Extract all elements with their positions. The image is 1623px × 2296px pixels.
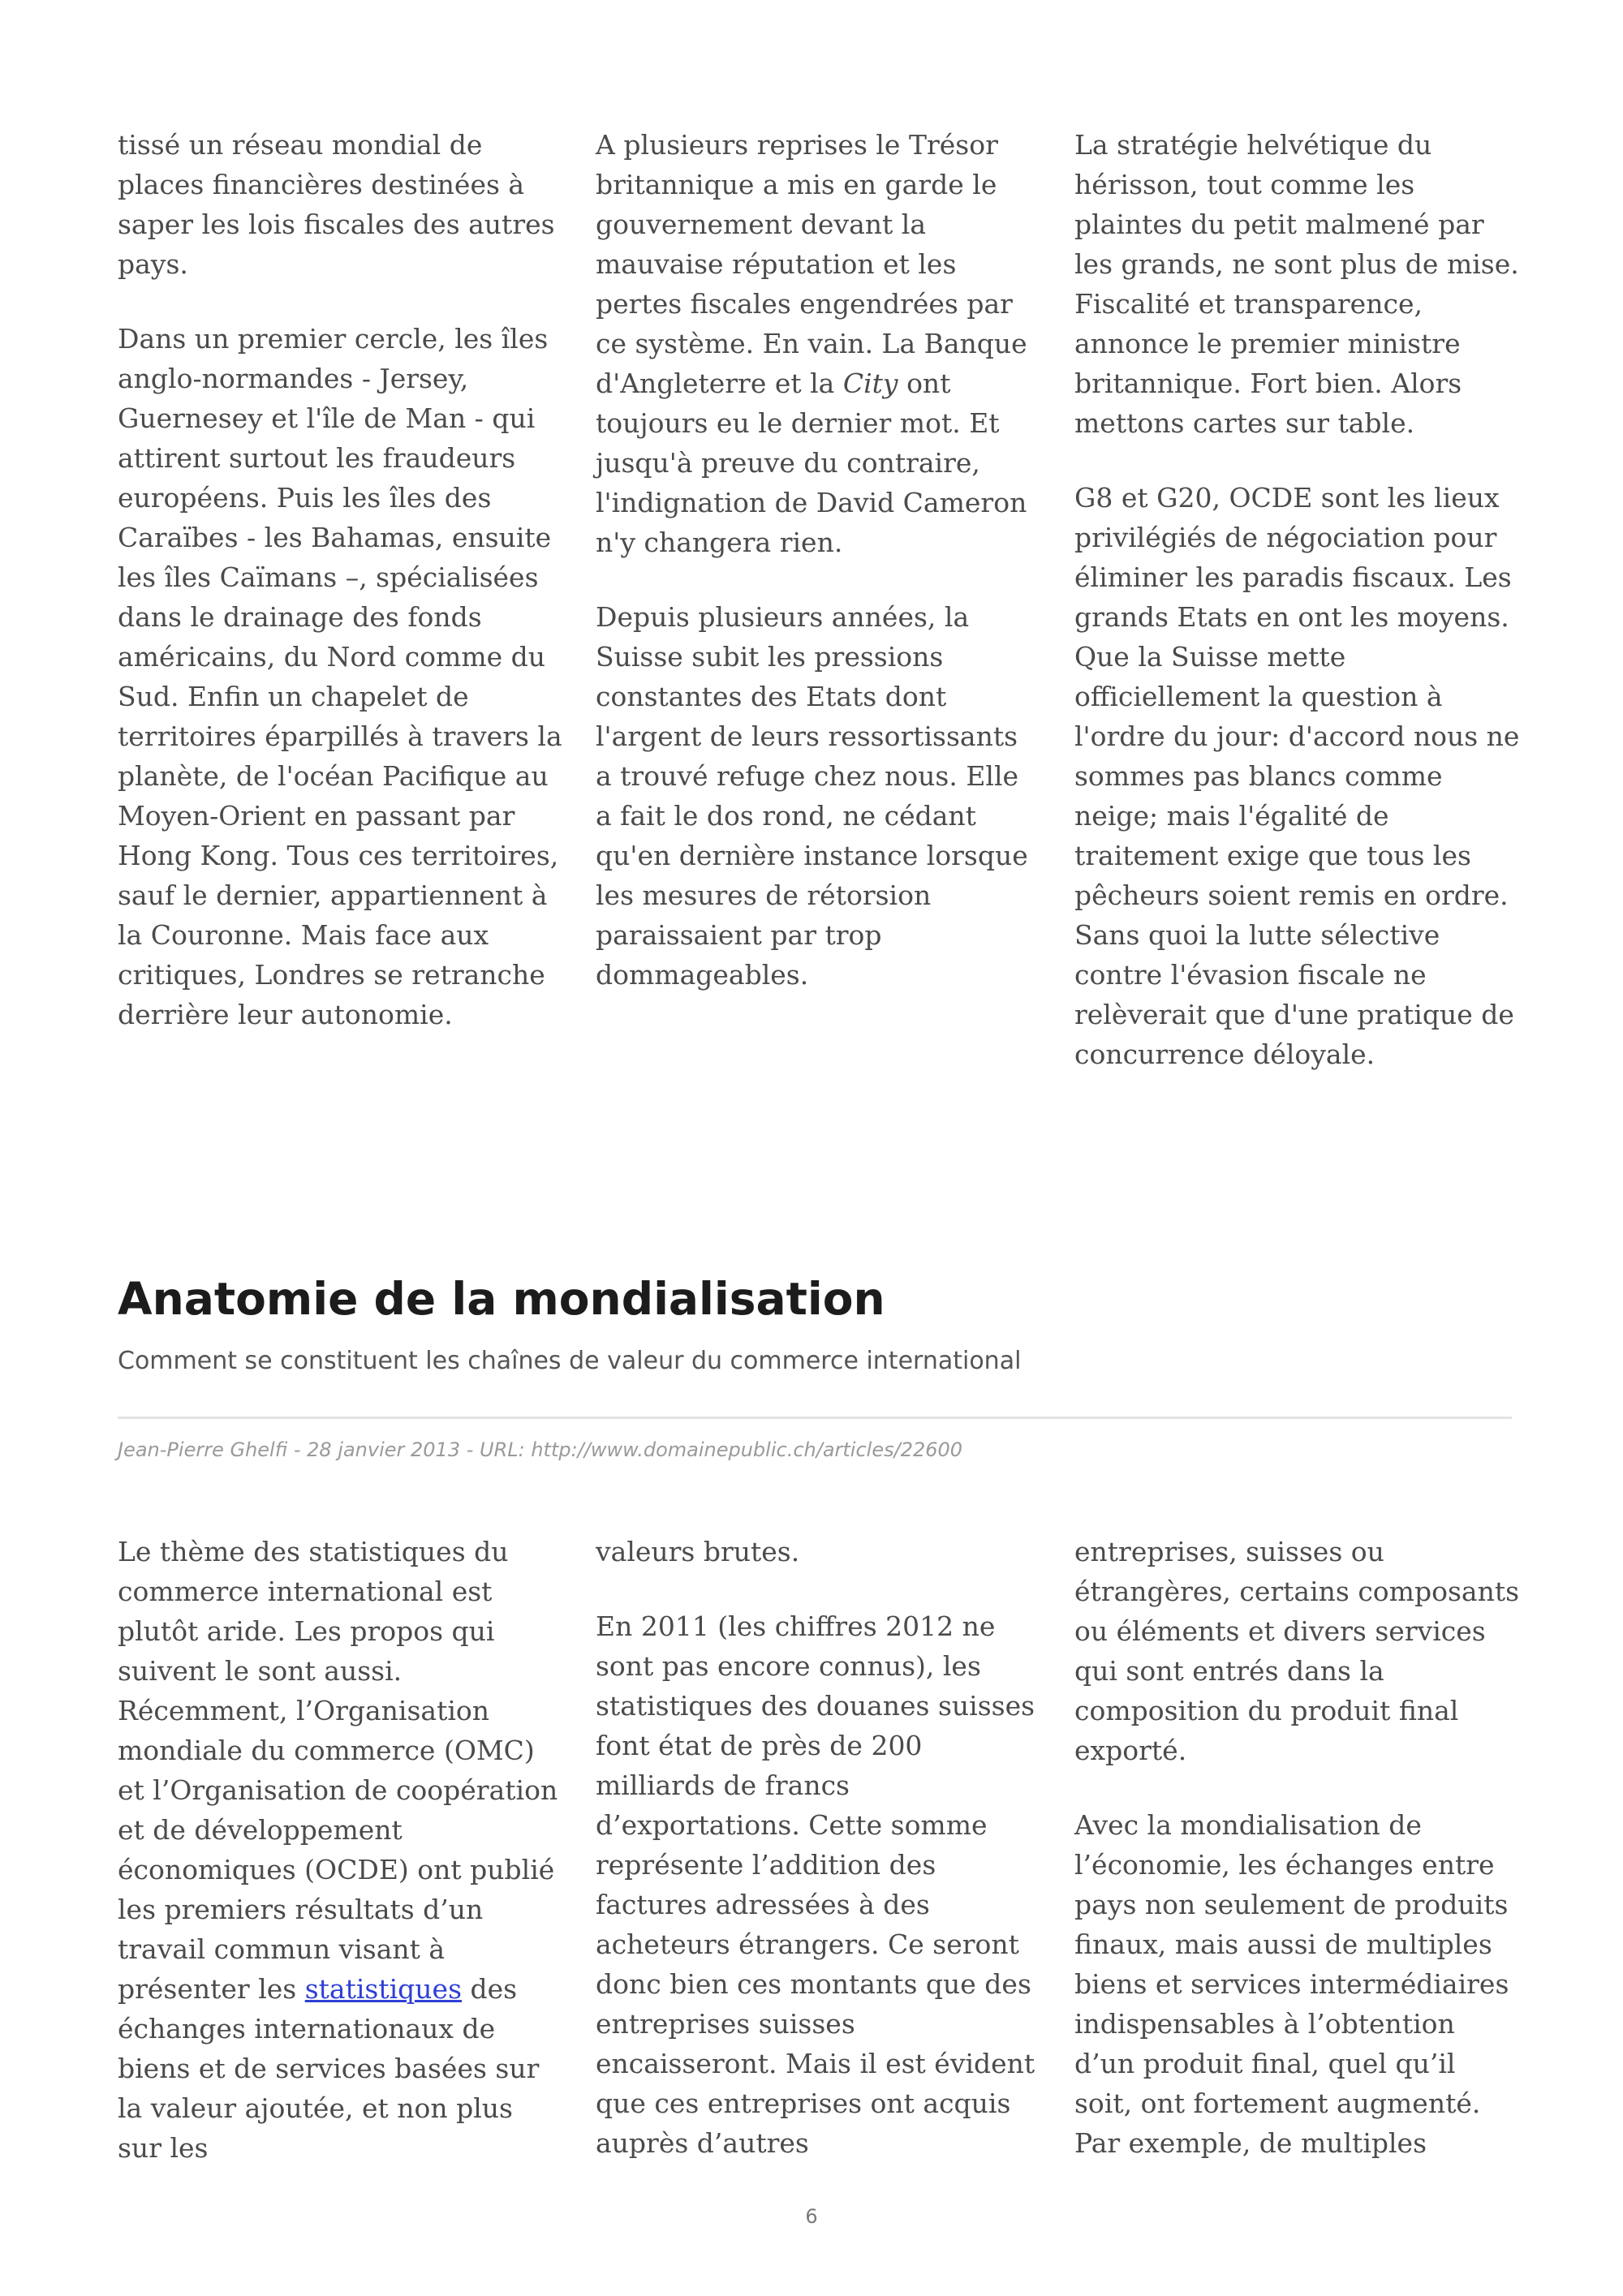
- text-run: Le thème des statistiques du commerce international est plutôt aride. Les propos qui suivent le sont aussi. Récemment, l’Organisation mondiale du commerce (OMC) et l’Organisation de coopération et de développement économiques (OCDE) ont publié les premiers résultats d’un travail commun visant à présenter les: [118, 1536, 558, 2005]
- paragraph: Dans un premier cercle, les îles anglo-normandes - Jersey, Guernesey et l'île de Man - qui attirent surtout les fraudeurs européens. Puis les îles des Caraïbes - les Bahamas, ensuite les îles Caïmans –, spécialisées dans le drainage des fonds américains, du Nord comme du Sud. Enfin un chapelet de territoires éparpillés à travers la planète, de l'océan Pacifique au Moyen-Orient en passant par Hong Kong. Tous ces territoires, sauf le dernier, appartiennent à la Couronne. Mais face aux critiques, Londres se retranche derrière leur autonomie.: [118, 323, 562, 1030]
- paragraph: entreprises, suisses ou étrangères, certains composants ou éléments et divers services qui sont entrés dans la composition du produit final exporté.: [1074, 1536, 1520, 1766]
- paragraph: En 2011 (les chiffres 2012 ne sont pas encore connus), les statistiques des douanes suisses font état de près de 200 milliards de francs d’exportations. Cette somme représente l’addition des factures adressées à des acheteurs étrangers. Ce seront donc bien ces montants que des entreprises suisses encaisseront. Mais il est évident que ces entreprises ont acquis auprès d’autres: [596, 1610, 1035, 2159]
- article2-column-2: [596, 1532, 1042, 2163]
- statistiques-link[interactable]: statistiques: [304, 1973, 462, 2005]
- article1-column-1: [118, 125, 564, 1034]
- article-title: Anatomie de la mondialisation: [118, 1273, 885, 1325]
- text-run: des échanges internationaux de biens et de services basées sur la valeur ajoutée, et non plus sur les: [118, 1973, 540, 2164]
- paragraph: La stratégie helvétique du hérisson, tout comme les plaintes du petit malmené par les grands, ne sont plus de mise. Fiscalité et transparence, annonce le premier ministre britannique. Fort bien. Alors mettons cartes sur table.: [1074, 129, 1519, 439]
- article-subtitle: Comment se constituent les chaînes de valeur du commerce international: [118, 1347, 1022, 1375]
- page-number: 6: [805, 2205, 818, 2228]
- paragraph: tissé un réseau mondial de places financières destinées à saper les lois fiscales des autres pays.: [118, 129, 555, 280]
- article2-column-1: [118, 1532, 564, 2168]
- article1-column-3: [1074, 125, 1521, 1074]
- article-byline: Jean-Pierre Ghelfi - 28 janvier 2013 - URL: http://www.domainepublic.ch/articles/22600: [118, 1438, 963, 1461]
- text-run: A plusieurs reprises le Trésor britannique a mis en garde le gouvernement devant la mauvaise réputation et les pertes fiscales engendrées par ce système. En vain. La Banque d'Angleterre et la: [596, 129, 1027, 399]
- paragraph: valeurs brutes.: [596, 1536, 800, 1567]
- italic-term: City: [842, 368, 898, 399]
- article1-column-2: [596, 125, 1042, 995]
- article2-column-3: [1074, 1532, 1521, 2163]
- text-run: ont toujours eu le dernier mot. Et jusqu'à preuve du contraire, l'indignation de David Cameron n'y changera rien.: [596, 368, 1027, 558]
- paragraph: [596, 125, 1042, 562]
- header-divider: [118, 1417, 1512, 1419]
- paragraph: Depuis plusieurs années, la Suisse subit les pressions constantes des Etats dont l'argent de leurs ressortissants a trouvé refuge chez nous. Elle a fait le dos rond, ne cédant qu'en dernière instance lorsque les mesures de rétorsion paraissaient par trop dommageables.: [596, 601, 1028, 991]
- paragraph: G8 et G20, OCDE sont les lieux privilégiés de négociation pour éliminer les paradis fiscaux. Les grands Etats en ont les moyens. Que la Suisse mette officiellement la question à l'ordre du jour: d'accord nous ne sommes pas blancs comme neige; mais l'égalité de traitement exige que tous les pêcheurs soient remis en ordre. Sans quoi la lutte sélective contre l'évasion fiscale ne relèverait que d'une pratique de concurrence déloyale.: [1074, 482, 1520, 1070]
- paragraph: [118, 1532, 564, 2168]
- paragraph: Avec la mondialisation de l’économie, les échanges entre pays non seulement de produits finaux, mais aussi de multiples biens et services intermédiaires indispensables à l’obtention d’un produit final, quel qu’il soit, ont fortement augmenté. Par exemple, de multiples: [1074, 1809, 1509, 2159]
